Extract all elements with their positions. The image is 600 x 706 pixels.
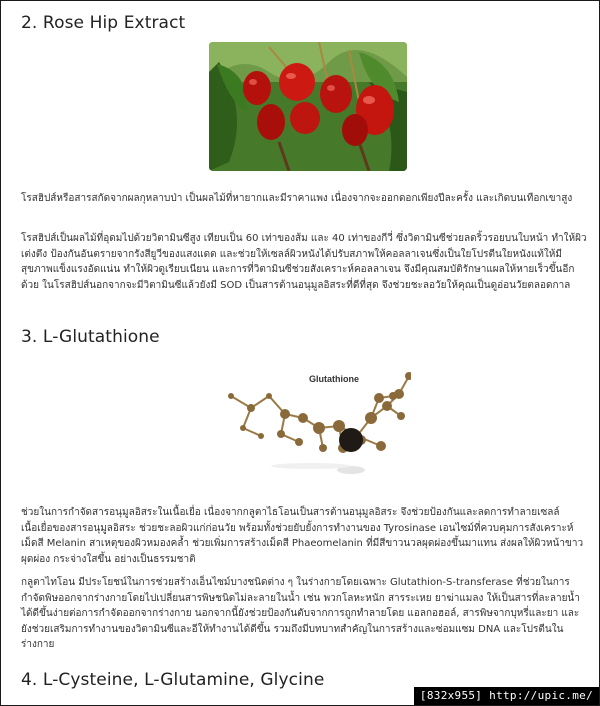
glutathione-paragraph-1: ช่วยในการกำจัดสารอนุมูลอิสระในเนื้อเยื่อ เนื่องจากกลูตาไธโอนเป็นสารต้านอนุมูลอิสระ จึงช่วยป้องกันและลดการทำลายเซลล์เนื้อเยื่อของสารอนุมูลอิสระ ช่วยชะลอผิวแก่ก่อนวัย พร้อมทั้งช่วยยับยั้งการทำงานของ Tyrosinase เอนไซม์ที่ควบคุมการสังเคราะห์เม็ดสี Melanin สาเหตุของผิวหมองคล้ำ ช่วยเพิ่มการสร้างเม็ดสี Phaeomelanin ที่มีสีขาวนวลผุดผ่องขึ้นมาแทน ส่งผลให้ผิวหน้าขาวผุดผ่อง กระจ่างใสขึ้น อย่างเป็นธรรมชาติ bbox=[21, 507, 584, 565]
rose-hip-photo bbox=[209, 42, 407, 171]
rose-hip-paragraph-1: โรสฮิปส์หรือสารสกัดจากผลกุหลาบป่า เป็นผลไม้ที่หายากและมีราคาแพง เนื่องจากจะออกดอกเพียงปีละครั้ง และเกิดบนเทือกเขาสูง bbox=[21, 193, 573, 204]
rose-hip-image bbox=[209, 42, 407, 171]
glutathione-paragraph-2: กลูตาไทโอน มีประโยชน์ในการช่วยสร้างเอ็นไซม์บางชนิดต่าง ๆ ในร่างกายโดยเฉพาะ Glutathion-S-transferase ที่ช่วยในการกำจัดพิษออกจากร่างกายโดยไปเปลี่ยนสารพิษชนิดไม่ละลายในน้ำ เช่น พวกโลหะหนัก สารระเหย ยาฆ่าแมลง ให้เป็นสารที่ละลายน้ำได้ดีขึ้นง่ายต่อการกำจัดออกจากร่างกาย นอกจากนี้ยังช่วยป้องกันตับจากการถูกทำลายโดย แอลกอฮอล์, สารพิษจากบุหรี่และยา และยังช่วยเสริมการทำงานของวิตามินซีและอีให้ทำงานได้ดีขึ้น รวมถึงมีบทบาทสำคัญในการสร้างและซ่อมแซม DNA และโปรตีนในร่างกาย bbox=[21, 577, 580, 650]
heading-glutathione: 3. L-Glutathione bbox=[21, 327, 160, 347]
rose-hip-paragraph-2: โรสฮิปส์เป็นผลไม้ที่อุดมไปด้วยวิตามินซีสูง เทียบเป็น 60 เท่าของส้ม และ 40 เท่าของกีวี่ ซึ่งวิตามินซีช่วยลดริ้วรอยบนใบหน้า ทำให้ผิวเต่งตึง ป้องกันอันตรายจากรังสียูวีของแสงแดด และช่วยให้เซลล์ผิวหนังได้ปรับสภาพให้คอลลาเจนซึ่งเป็นใยโปรตีนใยหนังแท้ให้มีสุขภาพแข็งแรงอัดแน่น ทำให้ผิวดูเรียบเนียน และการที่วิตามินซีช่วยสังเคราะห์คอลลาเจน จึงมีคุณสมบัติรักษาแผลให้หายเร็วขึ้นอีกด้วย ในโรสฮิปส์นอกจากจะมีวิตามินซีแล้วยังมี SOD เป็นสารต้านอนุมูลอิสระที่ดีที่สุด จึงช่วยชะลอวัยให้คุณเป็นดูอ่อนวัยตลอดกาล bbox=[21, 233, 587, 291]
heading-cysteine: 4. L-Cysteine, L-Glutamine, Glycine bbox=[21, 670, 325, 690]
glutathione-molecule-diagram bbox=[211, 356, 411, 488]
upic-watermark: [832x955] http://upic.me/ bbox=[414, 687, 599, 705]
molecule-label: Glutathione bbox=[309, 374, 359, 384]
heading-rose-hip: 2. Rose Hip Extract bbox=[21, 13, 186, 33]
